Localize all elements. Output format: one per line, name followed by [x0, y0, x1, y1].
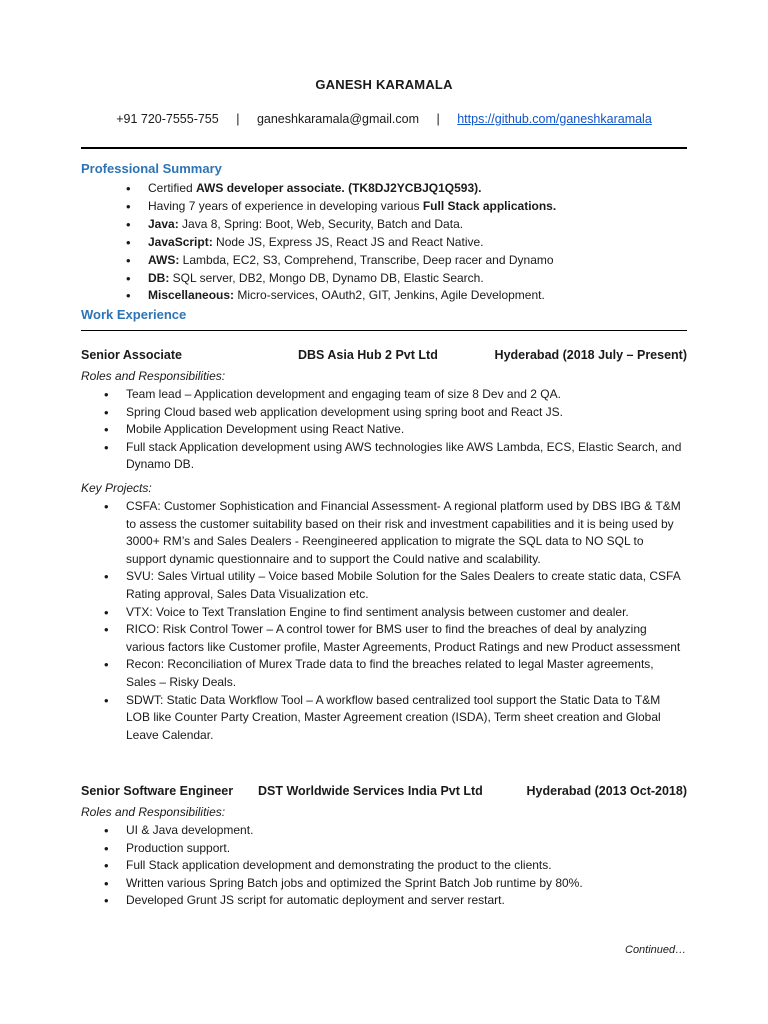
separator: | — [436, 112, 440, 126]
job-role: Senior Associate — [81, 348, 182, 362]
continued-note: Continued… — [625, 944, 687, 956]
job-header — [81, 784, 687, 800]
section-divider — [81, 330, 687, 331]
job-role: Senior Software Engineer — [81, 784, 234, 798]
list-item: • VTX: Voice to Text Translation Engine to find sentiment analysis between customer and dealer. — [126, 604, 686, 622]
separator: | — [236, 112, 240, 126]
phone-number: +91 720-7555-755 — [116, 112, 219, 126]
job-location: Hyderabad (2018 July – Present) — [494, 348, 687, 362]
github-link[interactable]: https://github.com/ganeshkaramala — [457, 112, 652, 126]
responsibilities-list — [126, 386, 686, 474]
list-item: • Full Stack application development and demonstrating the product to the clients. — [126, 857, 686, 875]
list-item: • SVU: Sales Virtual utility – Voice based Mobile Solution for the Sales Dealers to create static data, CSFA Rating approval, Sales Data Visualization etc. — [126, 568, 686, 603]
section-title-work-experience: Work Experience — [81, 307, 187, 322]
key-projects-label: Key Projects: — [81, 481, 152, 495]
list-item: • UI & Java development. — [126, 822, 686, 840]
list-item: • Mobile Application Development using React Native. — [126, 421, 686, 439]
list-item: • RICO: Risk Control Tower – A control tower for BMS user to find the breaches of deal by analyzing various factors like Customer profile, Master Agreements, Product Ratings and new Product assessment — [126, 621, 686, 656]
roles-label: Roles and Responsibilities: — [81, 805, 226, 819]
header-divider — [81, 147, 687, 149]
job-company: DST Worldwide Services India Pvt Ltd — [258, 784, 483, 798]
list-item: • SDWT: Static Data Workflow Tool – A workflow based centralized tool support the Static Data to T&M LOB like Counter Party Creation, Master Agreement creation (ISDA), Term sheet creation and Global Leave Calendar. — [126, 692, 686, 745]
job-header — [81, 348, 687, 364]
list-item: • CSFA: Customer Sophistication and Financial Assessment- A regional platform used by DBS IBG & T&M to assess the customer suitability based on their risk and investment capabilities and it is being used by 3000+ RM’s and Sales Dealers - Reengineered application to migrate the SQL data to NO SQL to support dynamic questionnaire and to support the Could native and scalability. — [126, 498, 686, 568]
job-location: Hyderabad (2013 Oct-2018) — [526, 784, 687, 798]
summary-item: • Java: Java 8, Spring: Boot, Web, Security, Batch and Data. — [148, 216, 688, 234]
list-item: • Team lead – Application development and engaging team of size 8 Dev and 2 QA. — [126, 386, 686, 404]
email-address: ganeshkaramala@gmail.com — [256, 112, 420, 126]
section-title-professional-summary: Professional Summary — [81, 161, 222, 176]
list-item: • Developed Grunt JS script for automatic deployment and server restart. — [126, 892, 686, 910]
list-item: • Spring Cloud based web application development using spring boot and React JS. — [126, 404, 686, 422]
summary-item: • Certified AWS developer associate. (TK8DJ2YCBJQ1Q593). — [148, 180, 688, 198]
summary-item: • Having 7 years of experience in developing various Full Stack applications. — [148, 198, 688, 216]
candidate-name: GANESH KARAMALA — [315, 77, 453, 92]
summary-item: • JavaScript: Node JS, Express JS, React JS and React Native. — [148, 234, 688, 252]
list-item: • Production support. — [126, 840, 686, 858]
projects-list — [126, 498, 686, 744]
roles-label: Roles and Responsibilities: — [81, 369, 226, 383]
list-item: • Full stack Application development using AWS technologies like AWS Lambda, ECS, Elastic Search, and Dynamo DB. — [126, 439, 686, 474]
list-item: • Recon: Reconciliation of Murex Trade data to find the breaches related to legal Master agreements, Sales – Risky Deals. — [126, 656, 686, 691]
summary-item: • Miscellaneous: Micro-services, OAuth2, GIT, Jenkins, Agile Development. — [148, 287, 688, 305]
job-company: DBS Asia Hub 2 Pvt Ltd — [298, 348, 438, 362]
summary-list — [148, 180, 688, 305]
summary-item: • DB: SQL server, DB2, Mongo DB, Dynamo DB, Elastic Search. — [148, 270, 688, 288]
responsibilities-list — [126, 822, 686, 910]
list-item: • Written various Spring Batch jobs and optimized the Sprint Batch Job runtime by 80%. — [126, 875, 686, 893]
summary-item: • AWS: Lambda, EC2, S3, Comprehend, Transcribe, Deep racer and Dynamo — [148, 252, 688, 270]
contact-line — [0, 112, 768, 126]
